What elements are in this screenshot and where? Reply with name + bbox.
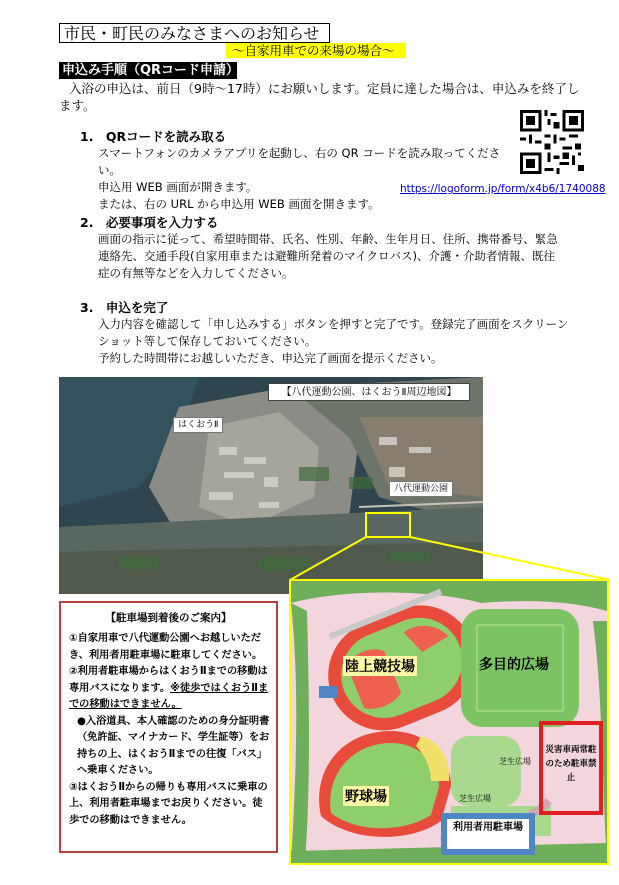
qr-code[interactable] — [520, 110, 584, 174]
map-label-baseball: 野球場 — [343, 786, 389, 806]
step-3-title — [80, 300, 590, 316]
notice-item-2-warning: ※徒歩ではくおうⅡまでの移動はできません。 — [69, 682, 269, 710]
step-2-title-text: 必要事項を入力する — [105, 215, 219, 230]
step-3-body — [98, 316, 590, 367]
label-hakuou: はくおうⅡ — [173, 417, 223, 433]
parking-notice-box — [59, 601, 278, 853]
section-heading: 申込み手順（QRコード申請） — [59, 62, 237, 79]
step-3-line: 予約した時間帯にお越しいただき、申込完了画面を提示ください。 — [98, 351, 443, 365]
step-2-number: 2. — [80, 215, 94, 230]
map-label-multi-purpose: 多目的広場 — [479, 657, 549, 673]
map-label-no-parking: 災害車両常駐のため駐車禁止 — [545, 745, 597, 783]
step-1-title — [80, 129, 520, 145]
notice-item-2-sub: ●入浴道具、本人確認のための身分証明書（免許証、マイナカード、学生証等）をお持ちの上、はくおうⅡまでの往復「バス」へ乗車ください。 — [77, 715, 270, 776]
step-2-body — [98, 231, 590, 282]
step-1-line: スマートフォンのカメラアプリを起動し、右の QR コードを読み取ってください。 — [98, 146, 501, 177]
step-2-line: 症の有無等などを入力してください。 — [98, 266, 294, 280]
step-3-title-text: 申込を完了 — [105, 300, 169, 315]
step-3-number: 3. — [80, 300, 94, 315]
step-1-body — [98, 145, 520, 213]
step-1-line: または、右の URL から申込用 WEB 画面を開きます。 — [98, 197, 380, 211]
notice-title-box — [59, 23, 330, 43]
parking-notice-title: 【駐車場到着後のご案内】 — [105, 612, 232, 624]
step-1 — [80, 129, 520, 213]
step-2-line: 画面の指示に従って、希望時間帯、氏名、性別、年齢、生年月日、住所、携帯番号、緊急 — [98, 232, 558, 246]
notice-item-2 — [69, 664, 270, 714]
intro-text: 入浴の申込は、前日（9時～17時）にお願いします。定員に達した場合は、申込みを終了します。 — [59, 81, 580, 113]
step-3 — [80, 300, 590, 367]
step-3-line: ショット等して保存しておいてください。 — [98, 334, 317, 348]
map-label-track: 陸上競技場 — [343, 656, 417, 676]
step-1-number: 1. — [80, 129, 94, 144]
step-1-title-text: QRコードを読み取る — [105, 129, 227, 144]
application-url-link[interactable]: https://logoform.jp/form/x4b6/1740088 — [400, 183, 606, 195]
step-2-line: 連絡先、交通手段(自家用車または避難所発着のマイクロバス)、介護・介助者情報、既往 — [98, 249, 556, 263]
notice-item-3: ③はくおうⅡからの帰りも専用バスに乗車の上、利用者駐車場までお戻りください。徒歩での移動はできません。 — [69, 781, 268, 826]
step-2-title — [80, 215, 590, 231]
label-yatsushiro-park: 八代運動公園 — [389, 481, 453, 497]
park-map — [289, 579, 609, 865]
map-title: 【八代運動公園、はくおうⅡ周辺地図】 — [268, 383, 470, 401]
notice-item-2-main: ②利用者駐車場からはくおうⅡまでの移動は専用バスになります。 — [69, 666, 268, 694]
step-2 — [80, 215, 590, 282]
page-subtitle: ～自家用車での来場の場合～ — [226, 43, 406, 58]
map-label-user-parking: 利用者用駐車場 — [453, 822, 523, 833]
page-title: 市民・町民のみなさまへのお知らせ — [64, 24, 320, 43]
step-3-line: 入力内容を確認して「申し込みする」ボタンを押すと完了です。登録完了画面をスクリーン — [98, 317, 569, 331]
notice-item-1: ①自家用車で八代運動公園へお越しいただき、利用者用駐車場に駐車してください。 — [69, 633, 263, 661]
step-1-line: 申込用 WEB 画面が開きます。 — [98, 180, 258, 194]
map-label-lawn-1: 芝生広場 — [499, 757, 531, 766]
map-label-lawn-2: 芝生広場 — [459, 794, 491, 803]
